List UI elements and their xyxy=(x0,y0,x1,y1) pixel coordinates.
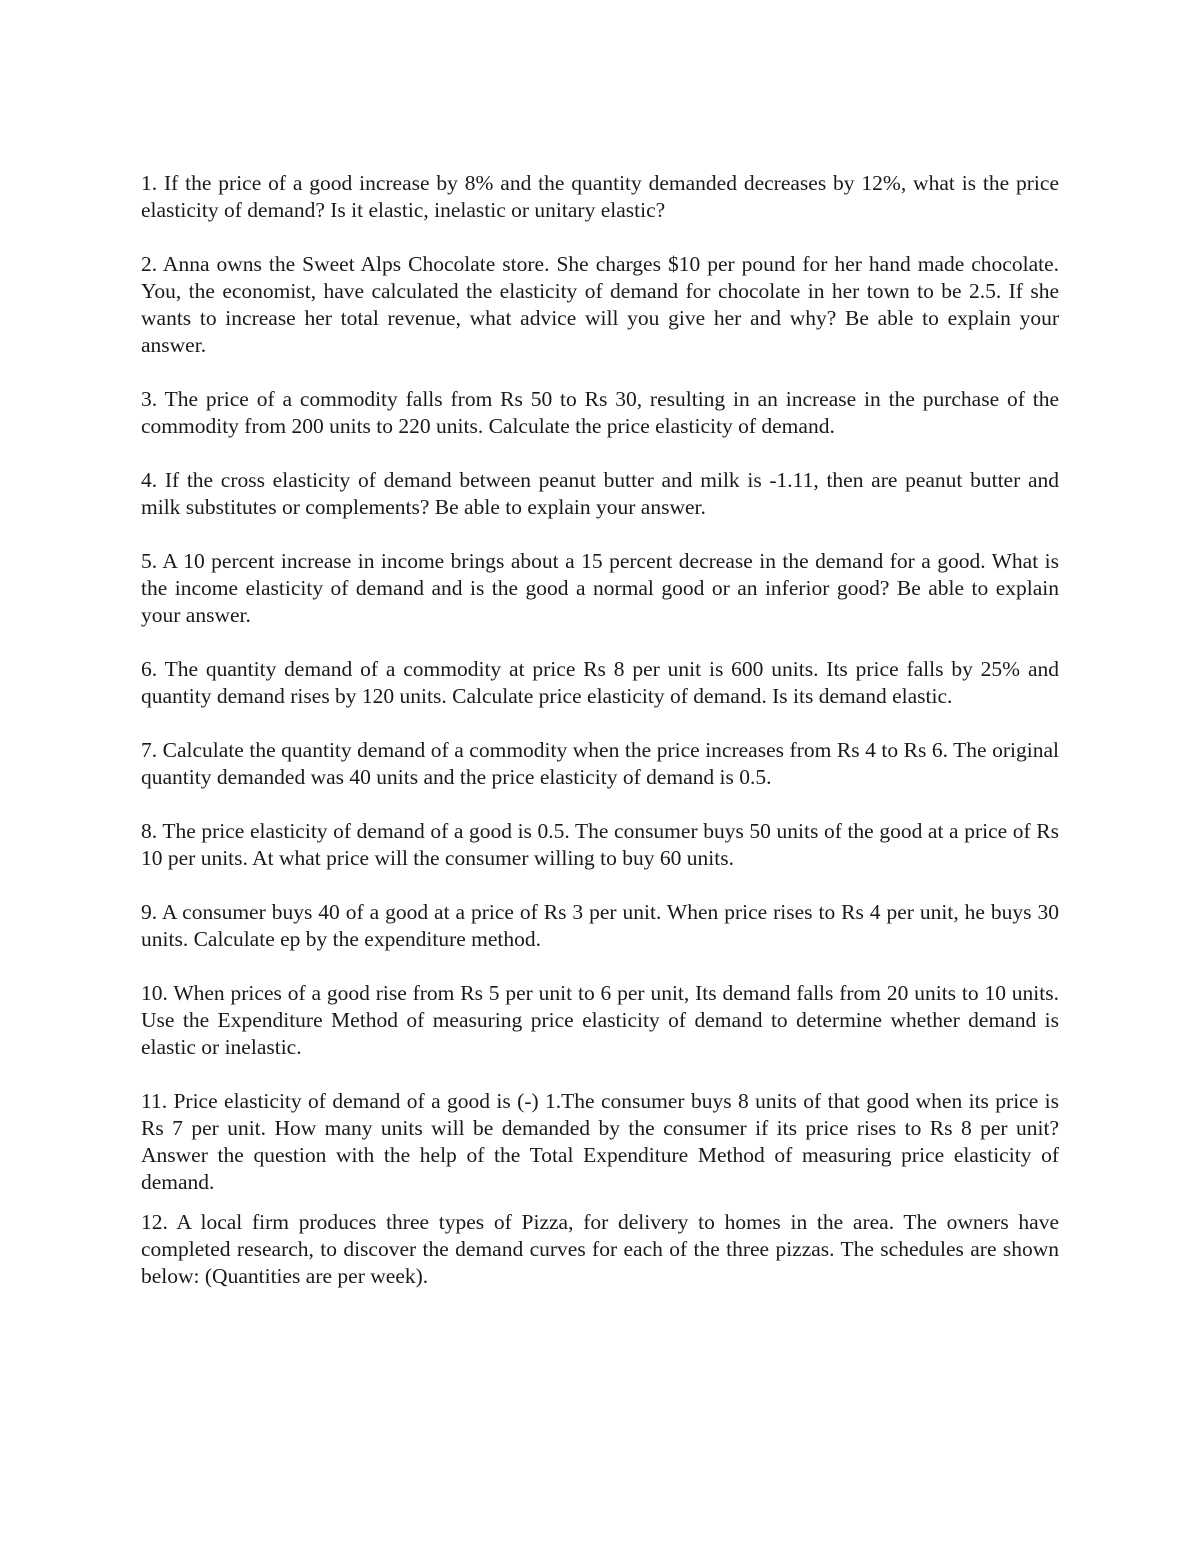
question-8: 8. The price elasticity of demand of a good is 0.5. The consumer buys 50 units of the good at a price of Rs 10 per units. At what price will the consumer willing to buy 60 units. xyxy=(141,819,1059,870)
question-1: 1. If the price of a good increase by 8% and the quantity demanded decreases by 12%, what is the price elasticity of demand? Is it elastic, inelastic or unitary elastic? xyxy=(141,171,1059,222)
question-7: 7. Calculate the quantity demand of a commodity when the price increases from Rs 4 to Rs 6. The original quantity demanded was 40 units and the price elasticity of demand is 0.5. xyxy=(141,738,1059,789)
question-12: 12. A local firm produces three types of Pizza, for delivery to homes in the area. The owners have completed research, to discover the demand curves for each of the three pizzas. The schedules are shown below: (Quantities are per week). xyxy=(141,1210,1059,1288)
question-2: 2. Anna owns the Sweet Alps Chocolate store. She charges $10 per pound for her hand made chocolate. You, the economist, have calculated the elasticity of demand for chocolate in her town to be 2.5. If she wants to increase her total revenue, what advice will you give her and why? Be able to explain your answer. xyxy=(141,252,1059,357)
question-9: 9. A consumer buys 40 of a good at a price of Rs 3 per unit. When price rises to Rs 4 per unit, he buys 30 units. Calculate ep by the expenditure method. xyxy=(141,900,1059,951)
question-6: 6. The quantity demand of a commodity at price Rs 8 per unit is 600 units. Its price falls by 25% and quantity demand rises by 120 units. Calculate price elasticity of demand. Is its demand elastic. xyxy=(141,657,1059,708)
question-11: 11. Price elasticity of demand of a good is (-) 1.The consumer buys 8 units of that good when its price is Rs 7 per unit. How many units will be demanded by the consumer if its price rises to Rs 8 per unit? Answer the question with the help of the Total Expenditure Method of measuring price elasticity of demand. xyxy=(141,1089,1059,1194)
question-3: 3. The price of a commodity falls from Rs 50 to Rs 30, resulting in an increase in the purchase of the commodity from 200 units to 220 units. Calculate the price elasticity of demand. xyxy=(141,387,1059,438)
question-10: 10. When prices of a good rise from Rs 5 per unit to 6 per unit, Its demand falls from 20 units to 10 units. Use the Expenditure Method of measuring price elasticity of demand to determine whether demand is elastic or inelastic. xyxy=(141,981,1059,1059)
question-4: 4. If the cross elasticity of demand between peanut butter and milk is -1.11, then are peanut butter and milk substitutes or complements? Be able to explain your answer. xyxy=(141,468,1059,519)
question-5: 5. A 10 percent increase in income brings about a 15 percent decrease in the demand for a good. What is the income elasticity of demand and is the good a normal good or an inferior good? Be able to explain your answer. xyxy=(141,549,1059,627)
question-list xyxy=(141,170,1059,1317)
